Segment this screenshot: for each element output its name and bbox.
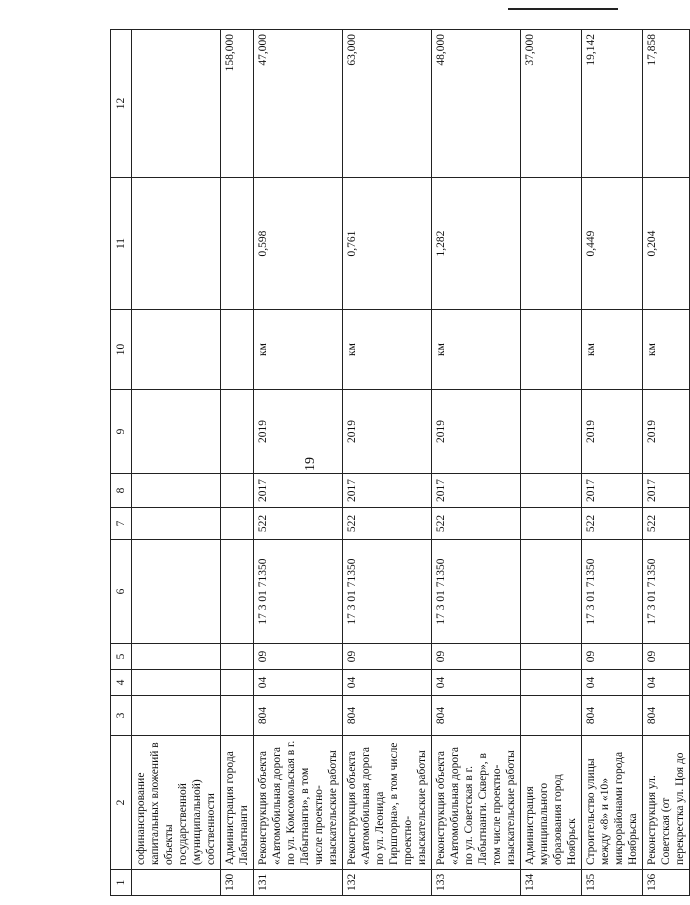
row-cell-5: 09 — [343, 644, 432, 670]
budget-table — [110, 29, 690, 896]
header-cell-11: 11 — [111, 178, 132, 310]
header-cell-6: 6 — [111, 540, 132, 644]
page-number: 19 — [303, 457, 318, 471]
header-cell-10: 10 — [111, 310, 132, 390]
row-cell-7: 522 — [254, 508, 343, 540]
row-cell-5: 09 — [254, 644, 343, 670]
table-row — [254, 30, 343, 896]
header-cell-4: 4 — [111, 670, 132, 696]
row-name-cell: Реконструкция объекта «Автомобильная дорога по ул. Советская в г. Лабытнанги. Сквер», в том числе проектно-изыскательские работы — [432, 736, 521, 870]
row-cell-12: 37,000 — [521, 30, 582, 178]
row-cell-5 — [132, 644, 221, 670]
row-cell-12: 17,858 — [643, 30, 690, 178]
row-name-cell: Администрация муниципального образования город Ноябрьск — [521, 736, 582, 870]
row-cell-8 — [132, 474, 221, 508]
row-number-cell: 130 — [221, 870, 254, 896]
table-row — [221, 30, 254, 896]
row-cell-10 — [221, 310, 254, 390]
row-cell-8 — [221, 474, 254, 508]
row-cell-4: 04 — [643, 670, 690, 696]
rotated-table-wrapper — [110, 30, 690, 896]
row-cell-11: 0,204 — [643, 178, 690, 310]
row-cell-4 — [221, 670, 254, 696]
table-row — [643, 30, 690, 896]
row-cell-8: 2017 — [643, 474, 690, 508]
row-cell-3: 804 — [432, 696, 521, 736]
row-cell-10: км — [582, 310, 643, 390]
row-cell-12 — [132, 30, 221, 178]
row-name-cell: Строительство улицы между «8» и «10» микрорайонами города Ноябрьска — [582, 736, 643, 870]
row-cell-5: 09 — [432, 644, 521, 670]
row-cell-9: 2019 — [643, 390, 690, 474]
row-name-cell: Реконструкция ул. Советская (от перекрестка ул. Цоя до — [643, 736, 690, 870]
row-cell-9: 2019 — [582, 390, 643, 474]
row-cell-7: 522 — [643, 508, 690, 540]
row-cell-9 — [221, 390, 254, 474]
header-cell-8: 8 — [111, 474, 132, 508]
table-row — [343, 30, 432, 896]
row-cell-4: 04 — [254, 670, 343, 696]
row-number-cell: 134 — [521, 870, 582, 896]
row-number-cell: 136 — [643, 870, 690, 896]
row-number-cell: 132 — [343, 870, 432, 896]
row-cell-10 — [521, 310, 582, 390]
row-cell-5: 09 — [643, 644, 690, 670]
header-cell-5: 5 — [111, 644, 132, 670]
row-cell-8: 2017 — [582, 474, 643, 508]
row-cell-3 — [221, 696, 254, 736]
row-cell-6 — [132, 540, 221, 644]
row-cell-11: 0,449 — [582, 178, 643, 310]
row-cell-11 — [521, 178, 582, 310]
row-cell-7: 522 — [432, 508, 521, 540]
row-cell-8 — [521, 474, 582, 508]
table-row — [132, 30, 221, 896]
row-cell-3 — [521, 696, 582, 736]
row-cell-11 — [132, 178, 221, 310]
row-cell-6: 17 3 01 71350 — [254, 540, 343, 644]
table-row — [582, 30, 643, 896]
row-number-cell: 135 — [582, 870, 643, 896]
row-name-cell: Реконструкция объекта «Автомобильная дорога по ул. Комсомольская в г. Лабытнанги», в том числе проектно-изыскательские работы — [254, 736, 343, 870]
row-cell-7 — [221, 508, 254, 540]
row-cell-9: 2019 — [432, 390, 521, 474]
row-cell-8: 2017 — [254, 474, 343, 508]
row-cell-3: 804 — [582, 696, 643, 736]
row-number-cell: 131 — [254, 870, 343, 896]
row-cell-12: 19,142 — [582, 30, 643, 178]
header-cell-3: 3 — [111, 696, 132, 736]
row-cell-5 — [221, 644, 254, 670]
row-cell-6: 17 3 01 71350 — [582, 540, 643, 644]
row-cell-11: 0,598 — [254, 178, 343, 310]
row-cell-3: 804 — [343, 696, 432, 736]
header-cell-9: 9 — [111, 390, 132, 474]
row-cell-12: 48,000 — [432, 30, 521, 178]
row-cell-6: 17 3 01 71350 — [432, 540, 521, 644]
table-body — [111, 30, 690, 896]
header-cell-7: 7 — [111, 508, 132, 540]
row-cell-11: 0,761 — [343, 178, 432, 310]
row-name-cell: Администрация города Лабытнанги — [221, 736, 254, 870]
row-cell-3: 804 — [643, 696, 690, 736]
row-cell-5: 09 — [582, 644, 643, 670]
row-number-cell — [132, 870, 221, 896]
header-cell-12: 12 — [111, 30, 132, 178]
row-cell-4: 04 — [343, 670, 432, 696]
row-cell-9: 2019 — [254, 390, 343, 474]
row-cell-7: 522 — [582, 508, 643, 540]
row-cell-10: км — [643, 310, 690, 390]
header-row — [111, 30, 132, 896]
row-cell-8: 2017 — [432, 474, 521, 508]
header-rule — [508, 8, 618, 10]
row-cell-12: 158,000 — [221, 30, 254, 178]
row-cell-12: 63,000 — [343, 30, 432, 178]
row-cell-9 — [521, 390, 582, 474]
row-cell-4 — [521, 670, 582, 696]
row-cell-9 — [132, 390, 221, 474]
row-cell-11: 1,282 — [432, 178, 521, 310]
row-cell-5 — [521, 644, 582, 670]
header-cell-2: 2 — [111, 736, 132, 870]
table-row — [521, 30, 582, 896]
row-cell-10: км — [432, 310, 521, 390]
row-cell-11 — [221, 178, 254, 310]
row-cell-4 — [132, 670, 221, 696]
row-cell-7 — [521, 508, 582, 540]
row-cell-3: 804 — [254, 696, 343, 736]
row-cell-4: 04 — [432, 670, 521, 696]
row-cell-10 — [132, 310, 221, 390]
row-cell-3 — [132, 696, 221, 736]
row-number-cell: 133 — [432, 870, 521, 896]
row-cell-6 — [521, 540, 582, 644]
row-cell-10: км — [254, 310, 343, 390]
row-cell-7 — [132, 508, 221, 540]
row-name-cell: софинансирование капитальных вложений в объекты государственной (муниципальной) собственности — [132, 736, 221, 870]
header-cell-1: 1 — [111, 870, 132, 896]
row-cell-6: 17 3 01 71350 — [643, 540, 690, 644]
row-cell-7: 522 — [343, 508, 432, 540]
row-cell-6: 17 3 01 71350 — [343, 540, 432, 644]
row-cell-4: 04 — [582, 670, 643, 696]
row-cell-8: 2017 — [343, 474, 432, 508]
table-row — [432, 30, 521, 896]
row-cell-6 — [221, 540, 254, 644]
row-name-cell: Реконструкция объекта «Автомобильная дорога по ул. Леонида Гиршгорна», в том числе проектно-изыскательские работы — [343, 736, 432, 870]
row-cell-12: 47,000 — [254, 30, 343, 178]
row-cell-9: 2019 — [343, 390, 432, 474]
row-cell-10: км — [343, 310, 432, 390]
